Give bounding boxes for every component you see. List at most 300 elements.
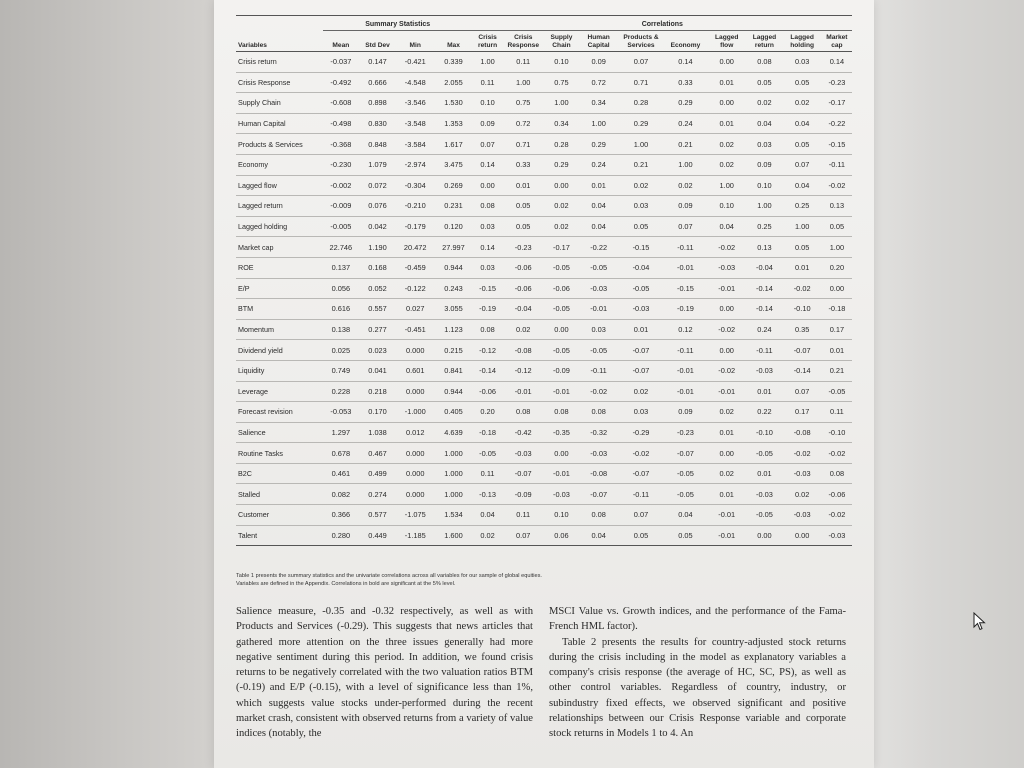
- table-cell: 0.14: [473, 154, 503, 175]
- table-cell: 1.000: [434, 484, 472, 505]
- column-header-line: Chain: [552, 41, 571, 49]
- table-row: [236, 525, 852, 546]
- table-row: [236, 402, 852, 423]
- table-cell: 0.04: [579, 216, 618, 237]
- table-cell: -1.185: [396, 525, 434, 546]
- table-cell: 1.353: [434, 113, 472, 134]
- table-row: [236, 299, 852, 320]
- table-cell: 0.14: [822, 52, 852, 73]
- table-cell: -0.08: [783, 422, 822, 443]
- table-cell: 0.05: [746, 72, 782, 93]
- table-cell: 0.75: [544, 72, 579, 93]
- table-cell: -0.04: [746, 257, 782, 278]
- table-cell: -0.23: [503, 237, 544, 258]
- table-cell: 0.13: [746, 237, 782, 258]
- caption-line-1: Table 1 presents the summary statistics and the univariate correlations across all variables for our sample of global equities.: [236, 573, 542, 579]
- table-row: [236, 93, 852, 114]
- table-cell: 0.28: [544, 134, 579, 155]
- table-cell: 0.03: [473, 216, 503, 237]
- table-cell: 0.02: [707, 134, 746, 155]
- statistics-table: [236, 14, 852, 546]
- table-cell: 0.75: [503, 93, 544, 114]
- table-cell: 0.02: [783, 93, 822, 114]
- table-cell: 0.11: [473, 463, 503, 484]
- table-cell: 0.04: [473, 505, 503, 526]
- table-cell: 0.231: [434, 196, 472, 217]
- table-cell: 1.000: [434, 463, 472, 484]
- table-cell: -0.11: [579, 360, 618, 381]
- row-label: Stalled: [236, 484, 323, 505]
- table-cell: 0.012: [396, 422, 434, 443]
- table-cell: 0.29: [579, 134, 618, 155]
- table-cell: 1.00: [822, 237, 852, 258]
- table-cell: 1.000: [434, 443, 472, 464]
- column-header-line: Lagged: [715, 34, 739, 41]
- table-cell: 0.00: [473, 175, 503, 196]
- row-label: Routine Tasks: [236, 443, 323, 464]
- caption-line-2: Variables are defined in the Appendix. Correlations in bold are significant at the 5% level.: [236, 581, 456, 587]
- table-cell: -0.22: [579, 237, 618, 258]
- table-cell: -0.06: [503, 257, 544, 278]
- table-cell: 0.02: [664, 175, 707, 196]
- table-cell: 0.000: [396, 463, 434, 484]
- table-cell: 0.14: [473, 237, 503, 258]
- table-cell: -3.546: [396, 93, 434, 114]
- table-cell: 0.29: [544, 154, 579, 175]
- row-label: BTM: [236, 299, 323, 320]
- table-cell: 1.00: [503, 72, 544, 93]
- table-cell: -0.35: [544, 422, 579, 443]
- row-label: Liquidity: [236, 360, 323, 381]
- column-header: [434, 31, 472, 52]
- table-cell: -0.009: [323, 196, 359, 217]
- table-cell: -0.04: [503, 299, 544, 320]
- row-label: Forecast revision: [236, 402, 323, 423]
- row-label: Economy: [236, 154, 323, 175]
- table-cell: 0.05: [664, 525, 707, 546]
- table-cell: -0.09: [544, 360, 579, 381]
- column-header-line: Mean: [332, 41, 350, 49]
- table-cell: -0.14: [746, 278, 782, 299]
- table-row: [236, 463, 852, 484]
- correlations-header: Correlations: [473, 14, 852, 31]
- table-cell: 0.025: [323, 340, 359, 361]
- table-cell: 0.72: [579, 72, 618, 93]
- row-label: Market cap: [236, 237, 323, 258]
- table-cell: 0.170: [359, 402, 396, 423]
- column-header: [396, 31, 434, 52]
- table-row: [236, 319, 852, 340]
- table-cell: 0.023: [359, 340, 396, 361]
- table-row: [236, 52, 852, 73]
- table-cell: 1.00: [544, 93, 579, 114]
- table-row: [236, 257, 852, 278]
- table-cell: 0.09: [664, 196, 707, 217]
- table-cell: -0.05: [544, 340, 579, 361]
- column-header: [822, 31, 852, 52]
- row-label: Crisis return: [236, 52, 323, 73]
- table-cell: 0.01: [822, 340, 852, 361]
- table-row: [236, 360, 852, 381]
- table-row: [236, 216, 852, 237]
- table-cell: -1.075: [396, 505, 434, 526]
- table-cell: 0.20: [473, 402, 503, 423]
- table-cell: -0.07: [618, 463, 663, 484]
- table-cell: -0.05: [664, 463, 707, 484]
- table-cell: -0.421: [396, 52, 434, 73]
- table-cell: -0.14: [473, 360, 503, 381]
- table-body: [236, 52, 852, 546]
- table-cell: 0.04: [579, 196, 618, 217]
- table-cell: 0.00: [544, 175, 579, 196]
- table-cell: 0.07: [783, 154, 822, 175]
- body-paragraph-left: Salience measure, -0.35 and -0.32 respectively, as well as with Products and Services (-0.29). This suggests that news articles that gathered more attention on the three issues generally had more negative sentiment during this period. In addition, we found crisis returns to be negatively correlated with the two valuation ratios BTM (-0.19) and E/P (-0.15), with a level of significance less than 1%, which suggests value stocks under-performed during the recent market crash, consistent with observed returns from a variety of value indices (notably, the: [236, 606, 533, 740]
- table-cell: 0.21: [618, 154, 663, 175]
- table-cell: 0.02: [783, 484, 822, 505]
- table-cell: -0.07: [664, 443, 707, 464]
- table-cell: 0.366: [323, 505, 359, 526]
- row-label: Salience: [236, 422, 323, 443]
- table-cell: 1.600: [434, 525, 472, 546]
- row-label: Crisis Response: [236, 72, 323, 93]
- table-cell: -1.000: [396, 402, 434, 423]
- table-cell: -0.03: [544, 484, 579, 505]
- column-header-line: Human: [587, 34, 610, 41]
- column-header-line: Response: [507, 41, 539, 49]
- mouse-pointer-icon: [973, 612, 987, 632]
- table-cell: 0.02: [503, 319, 544, 340]
- table-cell: 0.830: [359, 113, 396, 134]
- table-cell: -3.548: [396, 113, 434, 134]
- table-cell: -3.584: [396, 134, 434, 155]
- table-cell: 0.08: [503, 402, 544, 423]
- table-cell: -0.05: [746, 505, 782, 526]
- table-row: [236, 134, 852, 155]
- table-cell: 0.28: [618, 93, 663, 114]
- table-cell: -0.05: [473, 443, 503, 464]
- table-cell: 0.08: [822, 463, 852, 484]
- table-cell: -0.08: [579, 463, 618, 484]
- table-cell: 0.71: [503, 134, 544, 155]
- table-cell: 0.499: [359, 463, 396, 484]
- table-cell: 1.123: [434, 319, 472, 340]
- table-cell: -0.32: [579, 422, 618, 443]
- table-cell: 0.10: [746, 175, 782, 196]
- table-row: [236, 154, 852, 175]
- table-cell: 0.898: [359, 93, 396, 114]
- table-cell: -0.05: [822, 381, 852, 402]
- summary-statistics-header: Summary Statistics: [323, 14, 473, 31]
- table-cell: 0.06: [544, 525, 579, 546]
- table-row: [236, 422, 852, 443]
- table-cell: 0.000: [396, 381, 434, 402]
- table-cell: -0.11: [664, 237, 707, 258]
- table-cell: 0.07: [618, 505, 663, 526]
- row-label: Human Capital: [236, 113, 323, 134]
- table-cell: -0.03: [503, 443, 544, 464]
- table-cell: -0.02: [783, 443, 822, 464]
- table-cell: 0.02: [544, 216, 579, 237]
- table-cell: 0.269: [434, 175, 472, 196]
- column-header: [618, 31, 663, 52]
- table-cell: -0.01: [707, 278, 746, 299]
- table-cell: -0.05: [746, 443, 782, 464]
- table-cell: 0.08: [473, 196, 503, 217]
- table-cell: -0.12: [503, 360, 544, 381]
- table-cell: 0.04: [664, 505, 707, 526]
- table-cell: 0.557: [359, 299, 396, 320]
- table-cell: 0.10: [544, 52, 579, 73]
- table-cell: -0.14: [746, 299, 782, 320]
- table-cell: -0.210: [396, 196, 434, 217]
- table-cell: 0.07: [618, 52, 663, 73]
- table-cell: 0.01: [707, 422, 746, 443]
- table-cell: -0.06: [473, 381, 503, 402]
- row-label: Supply Chain: [236, 93, 323, 114]
- table-cell: -0.02: [783, 278, 822, 299]
- table-cell: 0.17: [783, 402, 822, 423]
- column-header-line: Services: [627, 41, 655, 49]
- table-cell: 0.07: [473, 134, 503, 155]
- table-cell: 0.00: [707, 443, 746, 464]
- column-header-row: [236, 31, 852, 52]
- column-header-line: Lagged: [752, 34, 777, 41]
- table-cell: 0.05: [618, 525, 663, 546]
- table-cell: -0.01: [707, 525, 746, 546]
- table-cell: 0.274: [359, 484, 396, 505]
- table-cell: 1.00: [579, 113, 618, 134]
- table-cell: 0.138: [323, 319, 359, 340]
- table-cell: 0.03: [783, 52, 822, 73]
- table-cell: 0.03: [746, 134, 782, 155]
- table-cell: 0.08: [746, 52, 782, 73]
- table-cell: 0.11: [503, 52, 544, 73]
- column-header-line: Min: [409, 41, 421, 49]
- column-header-line: Max: [447, 41, 460, 49]
- table-cell: -0.005: [323, 216, 359, 237]
- table-cell: 0.03: [618, 402, 663, 423]
- table-cell: -0.02: [579, 381, 618, 402]
- background-right: [874, 0, 1024, 768]
- table-cell: -0.07: [579, 484, 618, 505]
- table-cell: -0.06: [822, 484, 852, 505]
- table-cell: 0.05: [783, 134, 822, 155]
- column-header: [236, 31, 323, 52]
- table-cell: 0.168: [359, 257, 396, 278]
- column-header: [473, 31, 503, 52]
- background-left: [0, 0, 215, 768]
- table-cell: 0.01: [746, 381, 782, 402]
- table-cell: 0.02: [707, 463, 746, 484]
- table-cell: 0.03: [473, 257, 503, 278]
- table-cell: 0.00: [707, 299, 746, 320]
- table-cell: -2.974: [396, 154, 434, 175]
- table-cell: 0.01: [707, 72, 746, 93]
- table-cell: 0.24: [664, 113, 707, 134]
- table-cell: -0.459: [396, 257, 434, 278]
- table-cell: 0.10: [707, 196, 746, 217]
- table-cell: -0.10: [746, 422, 782, 443]
- table-cell: 0.09: [579, 52, 618, 73]
- table-cell: -0.23: [664, 422, 707, 443]
- table-cell: -0.15: [822, 134, 852, 155]
- table-row: [236, 72, 852, 93]
- table-cell: 1.00: [746, 196, 782, 217]
- table-cell: 0.449: [359, 525, 396, 546]
- table-cell: 0.01: [707, 113, 746, 134]
- column-header: [783, 31, 822, 52]
- table-cell: 0.01: [618, 319, 663, 340]
- table-cell: -0.03: [618, 299, 663, 320]
- table-cell: 0.052: [359, 278, 396, 299]
- table-cell: 2.055: [434, 72, 472, 93]
- column-header-line: Variables: [238, 41, 267, 49]
- table-cell: 0.000: [396, 340, 434, 361]
- table-cell: 4.639: [434, 422, 472, 443]
- table-cell: -0.03: [579, 443, 618, 464]
- column-header-line: flow: [720, 41, 734, 49]
- table-cell: -0.14: [783, 360, 822, 381]
- table-cell: 0.666: [359, 72, 396, 93]
- table-cell: -0.02: [822, 505, 852, 526]
- table-cell: -0.01: [544, 463, 579, 484]
- table-cell: 0.29: [618, 113, 663, 134]
- table-cell: 0.076: [359, 196, 396, 217]
- table-cell: -0.17: [822, 93, 852, 114]
- column-header-line: Std Dev: [365, 41, 390, 49]
- column-header-line: Economy: [670, 41, 701, 49]
- table-cell: 1.038: [359, 422, 396, 443]
- column-header-line: Capital: [587, 41, 610, 49]
- table-cell: 1.297: [323, 422, 359, 443]
- table-cell: 0.678: [323, 443, 359, 464]
- table-cell: 1.617: [434, 134, 472, 155]
- table-cell: -0.19: [664, 299, 707, 320]
- row-label: Leverage: [236, 381, 323, 402]
- table-cell: 0.05: [783, 72, 822, 93]
- column-header: [359, 31, 396, 52]
- table-cell: 0.13: [822, 196, 852, 217]
- document-page: [214, 0, 874, 768]
- row-label: Momentum: [236, 319, 323, 340]
- table-cell: 0.00: [544, 443, 579, 464]
- table-cell: -0.02: [707, 237, 746, 258]
- table-cell: 0.04: [783, 113, 822, 134]
- table-cell: 0.848: [359, 134, 396, 155]
- table-cell: 0.02: [707, 402, 746, 423]
- table-cell: 0.00: [822, 278, 852, 299]
- row-label: B2C: [236, 463, 323, 484]
- table-cell: -0.01: [707, 505, 746, 526]
- table-cell: -4.548: [396, 72, 434, 93]
- table-cell: 0.01: [783, 257, 822, 278]
- table-cell: 0.05: [503, 196, 544, 217]
- table-cell: 0.09: [746, 154, 782, 175]
- table-cell: 0.11: [822, 402, 852, 423]
- table-cell: -0.02: [618, 443, 663, 464]
- column-header: [707, 31, 746, 52]
- table-cell: 0.17: [822, 319, 852, 340]
- table-cell: -0.42: [503, 422, 544, 443]
- column-header: [503, 31, 544, 52]
- table-cell: -0.18: [822, 299, 852, 320]
- table-cell: -0.05: [544, 299, 579, 320]
- table-cell: -0.01: [664, 257, 707, 278]
- table-cell: 0.01: [707, 484, 746, 505]
- table-caption: [236, 572, 852, 588]
- table-cell: 0.05: [503, 216, 544, 237]
- table-cell: -0.492: [323, 72, 359, 93]
- table-cell: 1.530: [434, 93, 472, 114]
- table-cell: 0.01: [746, 463, 782, 484]
- table-cell: 0.01: [503, 175, 544, 196]
- column-header: [323, 31, 359, 52]
- table-cell: 0.461: [323, 463, 359, 484]
- table-cell: 0.000: [396, 484, 434, 505]
- column-header-line: Crisis: [514, 34, 533, 41]
- table-cell: 0.027: [396, 299, 434, 320]
- table-row: [236, 237, 852, 258]
- body-paragraph-right-2: Table 2 presents the results for country-adjusted stock returns during the crisis including in the model as explanatory variables a company's crisis response (the average of HC, SC, PS), as well as other control variables. Regardless of country, industry, or subindustry fixed effects, we observed significant and positive relationships between our Crisis Response variable and corporate stock returns in Models 1 to 4. An: [549, 636, 846, 740]
- table-cell: -0.01: [664, 360, 707, 381]
- table-cell: -0.03: [579, 278, 618, 299]
- row-label: E/P: [236, 278, 323, 299]
- table-cell: -0.01: [544, 381, 579, 402]
- table-cell: 0.14: [664, 52, 707, 73]
- table-cell: 0.34: [579, 93, 618, 114]
- table-cell: -0.03: [746, 484, 782, 505]
- table-cell: 0.02: [707, 154, 746, 175]
- table-cell: 0.24: [746, 319, 782, 340]
- table-cell: 0.72: [503, 113, 544, 134]
- table-cell: -0.29: [618, 422, 663, 443]
- table-cell: 22.746: [323, 237, 359, 258]
- table-cell: 1.079: [359, 154, 396, 175]
- table-cell: 0.22: [746, 402, 782, 423]
- body-column-left: [236, 604, 533, 742]
- table-cell: 0.02: [544, 196, 579, 217]
- table-cell: -0.09: [503, 484, 544, 505]
- table-cell: 0.12: [664, 319, 707, 340]
- table-cell: -0.07: [783, 340, 822, 361]
- table-row: [236, 113, 852, 134]
- table-cell: 0.34: [544, 113, 579, 134]
- table-cell: -0.07: [618, 340, 663, 361]
- table-cell: 0.09: [473, 113, 503, 134]
- table-cell: 0.228: [323, 381, 359, 402]
- table-cell: 0.33: [503, 154, 544, 175]
- table-cell: 0.215: [434, 340, 472, 361]
- table-cell: 0.08: [579, 402, 618, 423]
- table-cell: -0.02: [707, 360, 746, 381]
- table-cell: 0.02: [618, 381, 663, 402]
- table-cell: 0.04: [579, 525, 618, 546]
- table-row: [236, 278, 852, 299]
- table-cell: 0.08: [544, 402, 579, 423]
- table-cell: -0.01: [664, 381, 707, 402]
- table-cell: 0.00: [783, 525, 822, 546]
- table-cell: 0.20: [822, 257, 852, 278]
- table-cell: -0.037: [323, 52, 359, 73]
- row-label: Lagged holding: [236, 216, 323, 237]
- table-cell: -0.230: [323, 154, 359, 175]
- table-cell: 0.21: [664, 134, 707, 155]
- table-cell: -0.122: [396, 278, 434, 299]
- table-cell: 0.04: [707, 216, 746, 237]
- table-cell: 0.137: [323, 257, 359, 278]
- table-cell: 0.147: [359, 52, 396, 73]
- table-cell: -0.04: [618, 257, 663, 278]
